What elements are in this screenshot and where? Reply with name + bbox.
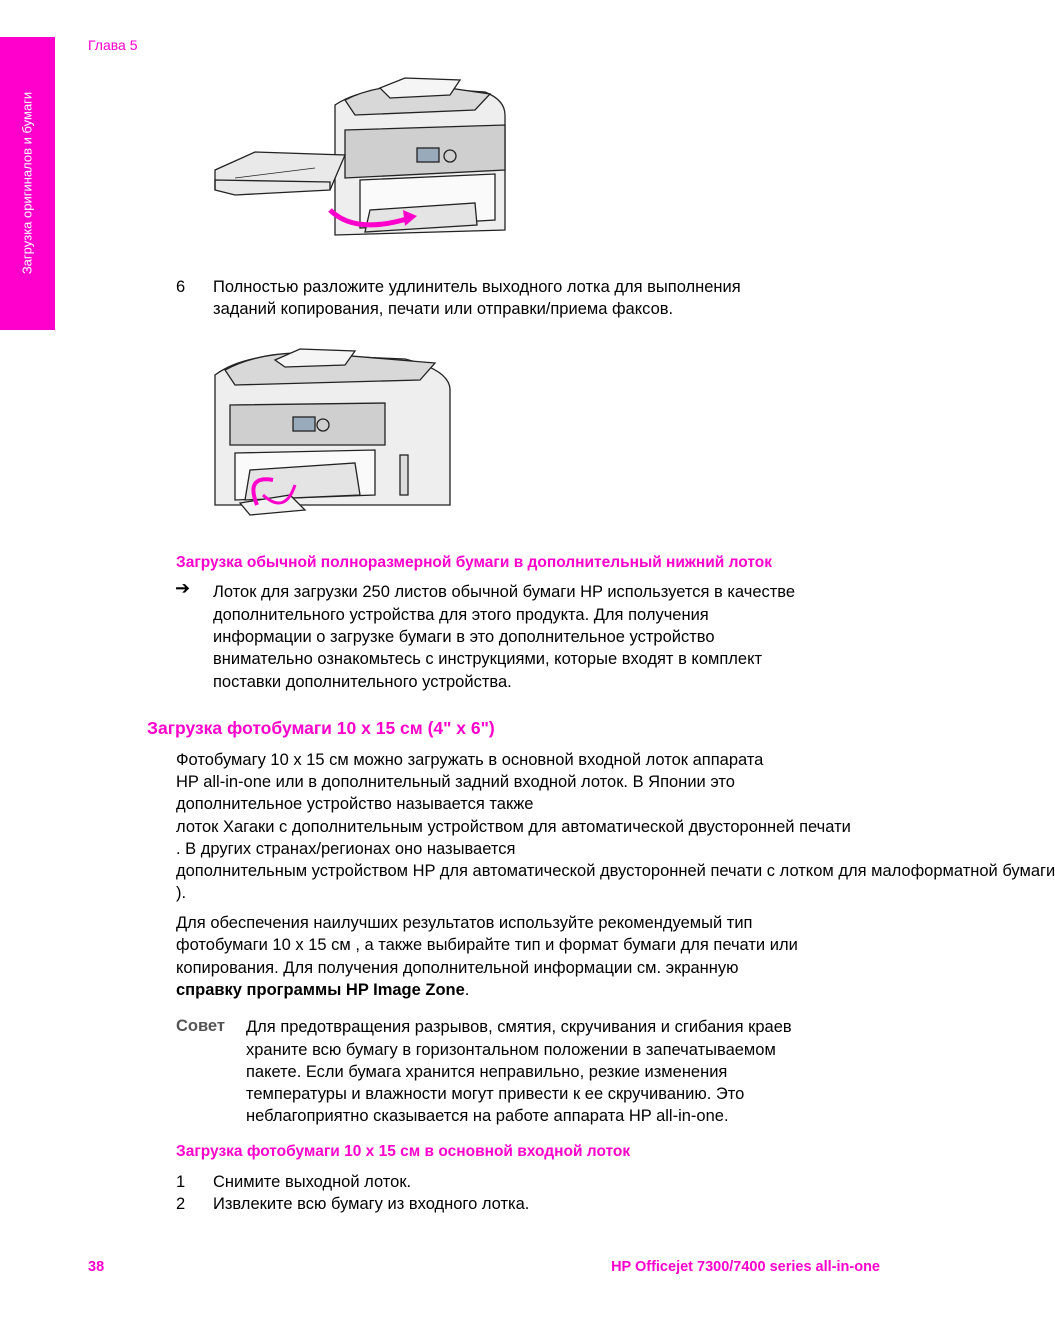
step-2-text: Извлеките всю бумагу из входного лотка.	[213, 1195, 530, 1213]
photo-para2-line-3: копирования. Для получения дополнительной информации см. экранную	[176, 959, 739, 977]
photo-para1-line-6: дополнительным устройством HP для автоматической двусторонней печати с лотком для малоформатной бумаги	[176, 862, 1055, 880]
tip-line-3: пакете. Если бумага хранится неправильно, резкие изменения	[246, 1063, 728, 1081]
photo-para1-line-2: HP all-in-one или в дополнительный задний входной лоток. В Японии это	[176, 773, 735, 791]
chapter-header: Глава 5	[88, 37, 138, 53]
photo-para1-line-1: Фотобумагу 10 x 15 см можно загружать в основной входной лоток аппарата	[176, 751, 764, 769]
photo-para1-line-3: дополнительное устройство называется также	[176, 795, 534, 813]
section-heading-main-tray: Загрузка фотобумаги 10 x 15 см в основной входной лоток	[176, 1143, 631, 1160]
printer-remove-tray-illustration	[205, 70, 580, 245]
footer-product-name: HP Officejet 7300/7400 series all-in-one	[611, 1259, 880, 1275]
lower-tray-line-5: поставки дополнительного устройства.	[213, 673, 512, 691]
step-number: 2	[176, 1195, 186, 1213]
photo-para1-line-5: . В других странах/регионах оно называется	[176, 840, 516, 858]
photo-para1-line-4: лоток Хагаки с дополнительным устройством для автоматической двусторонней печати	[176, 818, 851, 836]
photo-para1-line-7: ).	[176, 884, 187, 902]
step-1-text: Снимите выходной лоток.	[213, 1173, 412, 1191]
photo-para2-line-1: Для обеспечения наилучших результатов используйте рекомендуемый тип	[176, 914, 753, 932]
step-6-line-2: заданий копирования, печати или отправки/приема факсов.	[213, 300, 674, 318]
section-heading-photo-paper: Загрузка фотобумаги 10 x 15 см (4" x 6")	[147, 718, 495, 738]
help-reference: справку программы HP Image Zone	[176, 981, 465, 999]
help-reference-end: .	[464, 981, 470, 999]
step-number: 1	[176, 1173, 186, 1191]
lower-tray-line-3: информации о загрузке бумаги в это дополнительное устройство	[213, 628, 715, 646]
photo-para2-line-2: фотобумаги 10 x 15 см , а также выбирайте тип и формат бумаги для печати или	[176, 936, 798, 954]
step-number: 6	[176, 278, 186, 296]
photo-para2-line-4	[176, 979, 469, 1001]
lower-tray-line-1: Лоток для загрузки 250 листов обычной бумаги HP используется в качестве	[213, 583, 796, 601]
page-number: 38	[88, 1259, 105, 1275]
tip-line-2: храните всю бумагу в горизонтальном положении в запечатываемом	[246, 1041, 776, 1059]
side-chapter-tab	[0, 37, 55, 330]
side-tab-label: Загрузка оригиналов и бумаги	[19, 91, 35, 275]
tip-line-4: температуры и влажности могут привести к ее скручиванию. Это	[246, 1085, 745, 1103]
section-heading-lower-tray: Загрузка обычной полноразмерной бумаги в дополнительный нижний лоток	[176, 554, 772, 571]
tip-label: Совет	[176, 1017, 225, 1035]
tip-line-5: неблагоприятно сказывается на работе аппарата HP all-in-one.	[246, 1107, 729, 1125]
lower-tray-line-2: дополнительного устройства для этого продукта. Для получения	[213, 606, 709, 624]
tip-line-1: Для предотвращения разрывов, смятия, скручивания и сгибания краев	[246, 1018, 792, 1036]
lower-tray-line-4: внимательно ознакомьтесь с инструкциями, которые входят в комплект	[213, 650, 763, 668]
step-6-line-1: Полностью разложите удлинитель выходного лотка для выполнения	[213, 278, 741, 296]
printer-tray-extender-illustration	[205, 345, 460, 520]
arrow-right-icon: ➔	[175, 578, 191, 598]
